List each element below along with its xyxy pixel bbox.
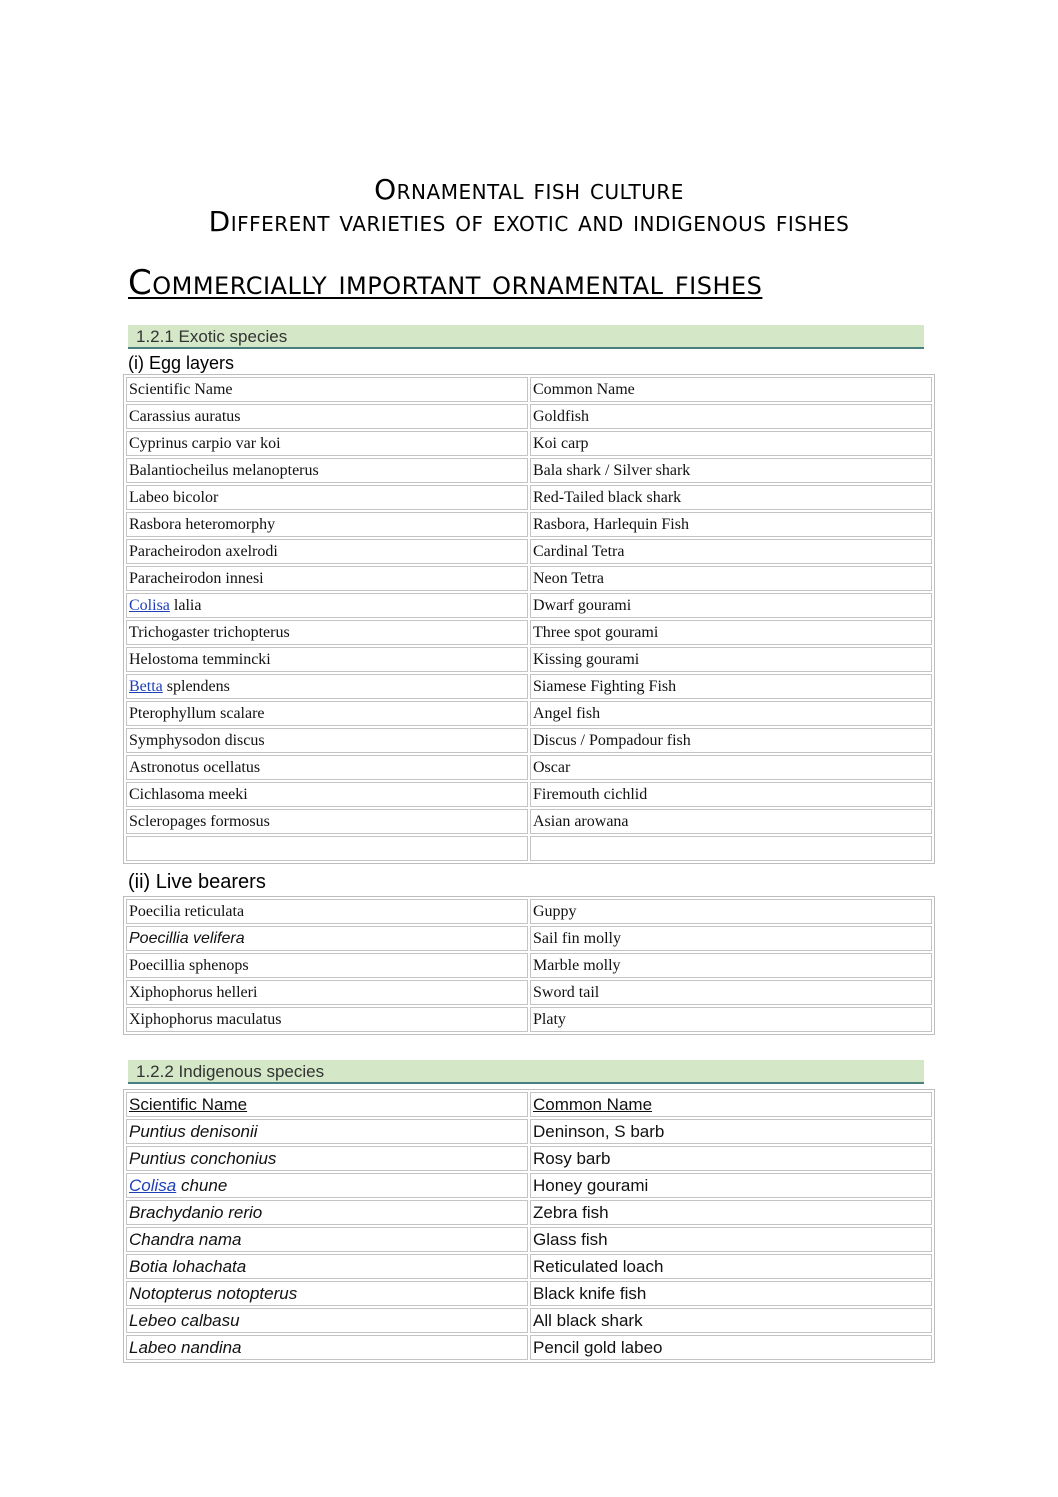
- scientific-name-cell: Astronotus ocellatus: [126, 755, 528, 780]
- scientific-name-cell: Puntius denisonii: [126, 1119, 528, 1144]
- common-name-cell: Guppy: [530, 899, 932, 924]
- scientific-name-cell: Cichlasoma meeki: [126, 782, 528, 807]
- scientific-name-cell: Symphysodon discus: [126, 728, 528, 753]
- table-row: [126, 701, 932, 726]
- scientific-name-cell: Brachydanio rerio: [126, 1200, 528, 1225]
- scientific-name-cell: Xiphophorus maculatus: [126, 1007, 528, 1032]
- scientific-name-cell: Rasbora heteromorphy: [126, 512, 528, 537]
- common-name-cell: Pencil gold labeo: [530, 1335, 932, 1360]
- common-name-cell: Marble molly: [530, 953, 932, 978]
- scientific-name-cell: Poecilia reticulata: [126, 899, 528, 924]
- header-common-name: Common Name: [530, 377, 932, 402]
- table-row: [126, 899, 932, 924]
- header-scientific-name: Scientific Name: [126, 1092, 528, 1117]
- common-name-cell: All black shark: [530, 1308, 932, 1333]
- table-row: [126, 1007, 932, 1032]
- table-row: [126, 1281, 932, 1306]
- common-name-cell: Three spot gourami: [530, 620, 932, 645]
- table-row: [126, 1335, 932, 1360]
- scientific-name-cell: [126, 593, 528, 618]
- common-name-cell: Oscar: [530, 755, 932, 780]
- subheading-live-bearers: (ii) Live bearers: [128, 871, 266, 893]
- table-row: [126, 458, 932, 483]
- table-row: [126, 431, 932, 456]
- table-row: [126, 1173, 932, 1198]
- table-row: [126, 1227, 932, 1252]
- scientific-name-cell: Botia lohachata: [126, 1254, 528, 1279]
- common-name-cell: Dwarf gourami: [530, 593, 932, 618]
- document-title: Ornamental fish culture: [374, 173, 684, 206]
- table-row: [126, 926, 932, 951]
- common-name-cell: Neon Tetra: [530, 566, 932, 591]
- common-name-cell: Glass fish: [530, 1227, 932, 1252]
- common-name-cell: Goldfish: [530, 404, 932, 429]
- empty-table-row: [126, 836, 932, 861]
- table-row: [126, 512, 932, 537]
- table-row: [126, 728, 932, 753]
- table-row: [126, 809, 932, 834]
- genus-link[interactable]: Colisa: [129, 596, 170, 614]
- scientific-name-cell: Puntius conchonius: [126, 1146, 528, 1171]
- scientific-name-cell: Labeo nandina: [126, 1335, 528, 1360]
- common-name-cell: Red-Tailed black shark: [530, 485, 932, 510]
- table-row: [126, 755, 932, 780]
- common-name-cell: Platy: [530, 1007, 932, 1032]
- header-common-name: Common Name: [530, 1092, 932, 1117]
- table-row: [126, 1146, 932, 1171]
- scientific-name-cell: Chandra nama: [126, 1227, 528, 1252]
- empty-cell: [126, 836, 528, 861]
- species-epithet: chune: [176, 1175, 228, 1195]
- common-name-cell: Rasbora, Harlequin Fish: [530, 512, 932, 537]
- table-row: [126, 1200, 932, 1225]
- table-row: [126, 404, 932, 429]
- common-name-cell: Honey gourami: [530, 1173, 932, 1198]
- common-name-cell: Rosy barb: [530, 1146, 932, 1171]
- common-name-cell: Deninson, S barb: [530, 1119, 932, 1144]
- table-row: [126, 620, 932, 645]
- common-name-cell: Angel fish: [530, 701, 932, 726]
- common-name-cell: Siamese Fighting Fish: [530, 674, 932, 699]
- common-name-cell: Reticulated loach: [530, 1254, 932, 1279]
- species-epithet: lalia: [169, 596, 202, 614]
- scientific-name-cell: Poecillia sphenops: [126, 953, 528, 978]
- table-row: [126, 980, 932, 1005]
- section-heading-exotic: 1.2.1 Exotic species: [128, 325, 924, 349]
- species-epithet: splendens: [162, 677, 230, 695]
- scientific-name-cell: Poecillia velifera: [126, 926, 528, 951]
- common-name-cell: Sword tail: [530, 980, 932, 1005]
- table-row: [126, 674, 932, 699]
- indigenous-table: [123, 1089, 935, 1363]
- common-name-cell: Asian arowana: [530, 809, 932, 834]
- scientific-name-cell: Xiphophorus helleri: [126, 980, 528, 1005]
- section-heading-indigenous: 1.2.2 Indigenous species: [128, 1060, 924, 1084]
- empty-cell: [530, 836, 932, 861]
- genus-link[interactable]: Betta: [129, 677, 163, 695]
- scientific-name-cell: Carassius auratus: [126, 404, 528, 429]
- common-name-cell: Koi carp: [530, 431, 932, 456]
- table-row: [126, 539, 932, 564]
- common-name-cell: Discus / Pompadour fish: [530, 728, 932, 753]
- common-name-cell: Sail fin molly: [530, 926, 932, 951]
- common-name-cell: Zebra fish: [530, 1200, 932, 1225]
- scientific-name-cell: Trichogaster trichopterus: [126, 620, 528, 645]
- document-subtitle: Different varieties of exotic and indigenous fishes: [208, 205, 850, 238]
- table-row: [126, 1119, 932, 1144]
- scientific-name-cell: Helostoma temmincki: [126, 647, 528, 672]
- common-name-cell: Bala shark / Silver shark: [530, 458, 932, 483]
- scientific-name-cell: Cyprinus carpio var koi: [126, 431, 528, 456]
- table-row: [126, 566, 932, 591]
- table-header-row: [126, 377, 932, 402]
- table-row: [126, 485, 932, 510]
- scientific-name-cell: Notopterus notopterus: [126, 1281, 528, 1306]
- scientific-name-cell: Scleropages formosus: [126, 809, 528, 834]
- header-scientific-name: Scientific Name: [126, 377, 528, 402]
- genus-link[interactable]: Colisa: [129, 1175, 177, 1195]
- scientific-name-cell: [126, 1173, 528, 1198]
- scientific-name-cell: Lebeo calbasu: [126, 1308, 528, 1333]
- common-name-cell: Kissing gourami: [530, 647, 932, 672]
- egg-layers-table: [123, 374, 935, 864]
- scientific-name-cell: Paracheirodon innesi: [126, 566, 528, 591]
- table-row: [126, 647, 932, 672]
- table-header-row: [126, 1092, 932, 1117]
- scientific-name-cell: Balantiocheilus melanopterus: [126, 458, 528, 483]
- table-row: [126, 1308, 932, 1333]
- subheading-egg-layers: (i) Egg layers: [128, 353, 235, 373]
- main-heading: Commercially important ornamental fishes: [128, 263, 763, 303]
- table-row: [126, 593, 932, 618]
- common-name-cell: Black knife fish: [530, 1281, 932, 1306]
- scientific-name-cell: Paracheirodon axelrodi: [126, 539, 528, 564]
- scientific-name-cell: [126, 674, 528, 699]
- common-name-cell: Cardinal Tetra: [530, 539, 932, 564]
- table-row: [126, 782, 932, 807]
- scientific-name-cell: Labeo bicolor: [126, 485, 528, 510]
- live-bearers-table: [123, 896, 935, 1035]
- table-row: [126, 953, 932, 978]
- table-row: [126, 1254, 932, 1279]
- common-name-cell: Firemouth cichlid: [530, 782, 932, 807]
- scientific-name-cell: Pterophyllum scalare: [126, 701, 528, 726]
